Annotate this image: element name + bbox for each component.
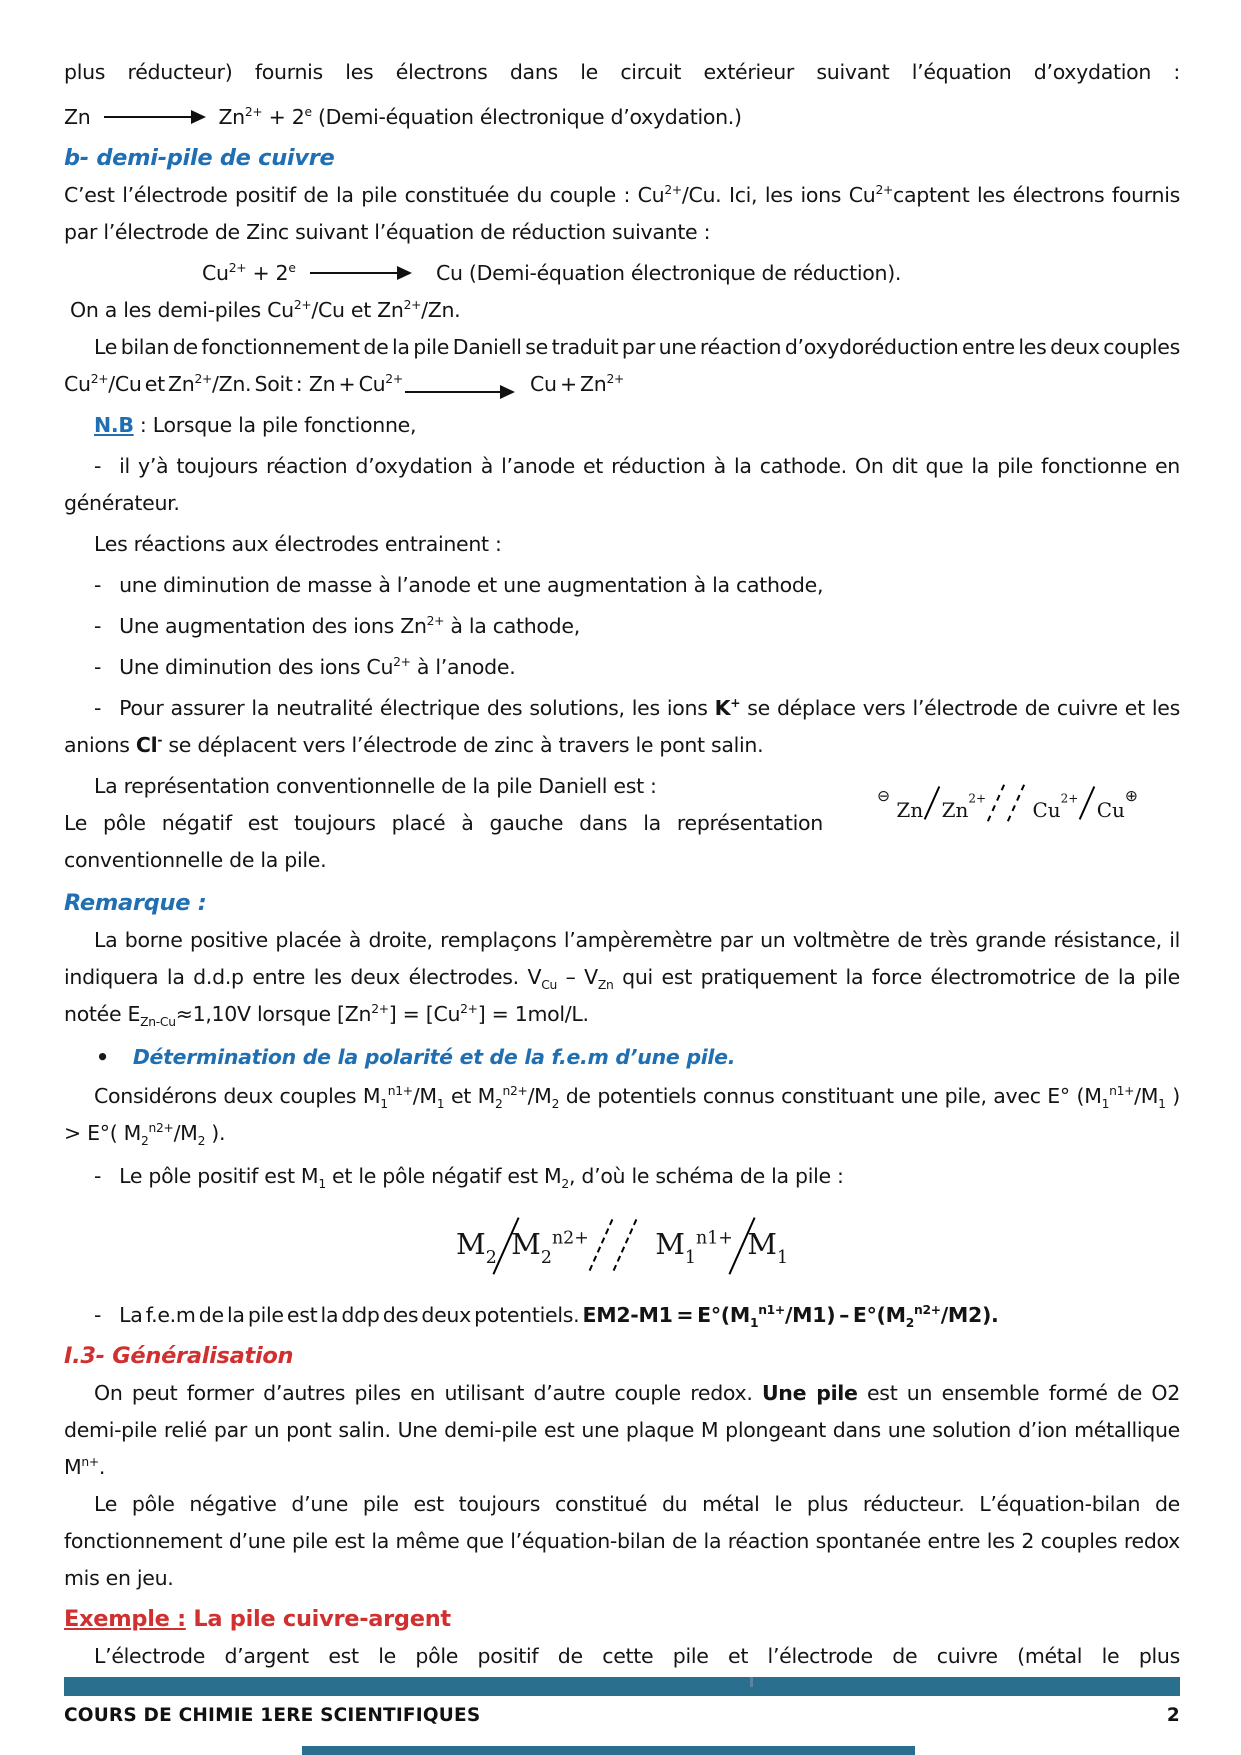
text-run: ] = 1mol/L. <box>477 1002 589 1026</box>
text-run: - <box>94 655 102 679</box>
text-run: Zn <box>597 978 614 992</box>
text-run: Exemple : <box>64 1606 186 1632</box>
heading-determination <box>64 1039 1180 1076</box>
text-run: et le pôle négatif est M <box>325 1164 562 1188</box>
text-run: 2+ <box>385 372 403 387</box>
list-item-fem <box>64 1297 1180 1334</box>
text-run: 1 <box>1158 1097 1166 1111</box>
text-run: 2 <box>197 1134 206 1148</box>
paragraph-bilan-daniell <box>64 329 1180 403</box>
reaction-arrow-icon <box>104 116 204 119</box>
text-run: une diminution de masse à l’anode et une augmentation à la cathode, <box>119 573 824 597</box>
text-run: est un ensemble formé de O2 demi-pile relié par un pont salin. Une demi-pile est une plaque M plongeant dans une solution d’ion métallique M <box>64 1381 1180 1479</box>
text-run: - <box>157 733 163 748</box>
text-run: n2+ <box>148 1121 174 1136</box>
text-run: C’est l’électrode positif de la pile constituée du couple : Cu <box>64 183 665 207</box>
paragraph-pole-negative: Le pôle négative d’une pile est toujours constitué du métal le plus réducteur. L’équation-bilan de fonctionnement d’une pile est la même que l’équation-bilan de la réaction spontanée entre les 2 couples redox mis en jeu. <box>64 1492 1180 1590</box>
text-run: 2+ <box>968 791 987 806</box>
heading-remarque: Remarque : <box>64 890 207 916</box>
paragraph-nb <box>64 407 1180 444</box>
text-run: ] = [Cu <box>388 1002 461 1026</box>
text-run: ≈1,10V lorsque [Zn <box>175 1002 372 1026</box>
text-run: On a les demi-piles Cu <box>70 298 294 322</box>
text-run: Une pile <box>761 1381 858 1405</box>
text-run: qui est pratiquement la force électromotrice de la pile notée E <box>64 965 1180 1026</box>
text-run: On peut former d’autres piles en utilisant d’autre couple redox. <box>94 1381 762 1405</box>
text-run: 2+ <box>875 183 893 198</box>
text-run: - <box>94 696 102 720</box>
salt-bridge-dashed-separator-icon <box>987 784 1005 821</box>
text-run: /M <box>527 1084 552 1108</box>
bottom-page-strip <box>302 1746 915 1755</box>
list-item-diminution-cu <box>64 649 1180 686</box>
heading-generalisation: I.3- Généralisation <box>64 1343 294 1369</box>
text-run: /M <box>1134 1084 1159 1108</box>
text-run: Zn-Cu <box>140 1015 176 1029</box>
text-run: /M2). <box>940 1303 999 1327</box>
text-run: n1+ <box>758 1303 785 1318</box>
text-run: e <box>304 105 312 120</box>
text-run: 1 <box>749 1316 759 1330</box>
footer <box>64 1705 1180 1726</box>
text-run: n1+ <box>1109 1084 1135 1099</box>
text-run: K <box>714 696 731 720</box>
text-run: Une augmentation des ions Zn <box>119 614 427 638</box>
text-run: – V <box>556 965 598 989</box>
text-run: 2 <box>540 1248 552 1268</box>
section-representation <box>64 768 1180 879</box>
text-run: 2+ <box>194 372 213 387</box>
heading-demi-pile-cuivre: b- demi-pile de cuivre <box>64 145 335 171</box>
text-run: , d’où le schéma de la pile : <box>568 1164 844 1188</box>
text-run: 1 <box>436 1097 445 1111</box>
text-run: Cu <box>202 261 229 285</box>
text-run: 2 <box>495 1097 503 1111</box>
text-run: Le pôle positif est M <box>119 1164 319 1188</box>
text-run: Cu (Demi-équation électronique de réduction). <box>423 261 902 285</box>
text-run: 1 <box>684 1248 696 1268</box>
text-run: • <box>96 1045 109 1069</box>
paragraph-electrode-positif <box>64 177 1180 251</box>
text-run: - <box>94 1164 102 1188</box>
text-run: /Cu et Zn <box>108 372 195 396</box>
text-run: : Lorsque la pile fonctionne, <box>133 413 417 437</box>
text-run: 1 <box>380 1097 388 1111</box>
text-run: se déplacent vers l’électrode de zinc à travers le pont salin. <box>162 733 764 757</box>
text-run: 1 <box>776 1248 789 1268</box>
text-run: n2+ <box>913 1303 941 1318</box>
text-run: à l’anode. <box>410 655 516 679</box>
text-run: captent les électrons fournis par l’électrode de Zinc suivant l’équation de réduction suivante : <box>64 183 1180 244</box>
text-run: (Demi-équation électronique d’oxydation.) <box>311 105 742 129</box>
pile-schema-notation <box>64 1201 1180 1287</box>
text-run: et M <box>444 1084 495 1108</box>
paragraph-representation: La représentation conventionnelle de la pile Daniell est : <box>94 774 657 798</box>
text-run: /M <box>173 1121 198 1145</box>
text-run: + <box>730 696 741 711</box>
text-run: 2+ <box>393 655 411 670</box>
text-run: /Zn. Soit : Zn + Cu <box>212 372 386 396</box>
text-run: 2+ <box>371 1002 389 1017</box>
text-run: il y’à toujours réaction d’oxydation à l’anode et réduction à la cathode. On dit que la pile fonctionne en générateur. <box>64 454 1180 515</box>
text-run: + 2 <box>246 261 289 285</box>
text-run: 2+ <box>1060 791 1079 806</box>
text-run: La pile cuivre-argent <box>185 1606 451 1632</box>
paragraph-generalisation <box>64 1375 1180 1486</box>
text-run: 2+ <box>426 614 445 629</box>
paragraph-reactions-electrodes: Les réactions aux électrodes entrainent : <box>94 532 502 556</box>
text-run: ⊖ <box>877 787 891 805</box>
text-run: Cu <box>1096 798 1125 822</box>
text-run: 2+ <box>228 261 247 276</box>
text-run: Zn <box>218 105 245 129</box>
text-run: 1 <box>318 1177 326 1191</box>
text-run: 2+ <box>244 105 263 120</box>
list-item-pole-positif <box>64 1158 1180 1195</box>
text-run: + 2 <box>262 105 305 129</box>
text-run: M <box>636 1227 685 1261</box>
list-item-neutralite <box>64 690 1180 764</box>
paragraph-considerons <box>64 1078 1180 1152</box>
text-run: n2+ <box>502 1084 528 1099</box>
text-run: M <box>511 1227 541 1261</box>
text-run: n1+ <box>387 1084 413 1099</box>
text-run: 2 <box>905 1316 914 1330</box>
text-run: Cl <box>135 733 158 757</box>
paragraph-electrode-argent: L’électrode d’argent est le pôle positif de cette pile et l’électrode de cuivre (métal le plus <box>94 1644 1180 1668</box>
list-item-augmentation-zn <box>64 608 1180 645</box>
salt-bridge-dashed-separator-icon <box>612 1219 637 1271</box>
salt-bridge-dashed-separator-icon <box>588 1219 613 1271</box>
paragraph-borne-positive <box>64 922 1180 1033</box>
paragraph-demi-piles <box>64 292 1180 329</box>
text-run: La borne positive placée à droite, remplaçons l’ampèremètre par un voltmètre de très grande résistance, il indiquera la d.d.p entre les deux électrodes. V <box>64 928 1180 989</box>
text-run: 2+ <box>664 183 682 198</box>
text-run: n1+ <box>696 1228 733 1249</box>
text-run: ) > E°( M <box>64 1084 1180 1145</box>
electrode-separator-slash-icon <box>924 786 941 820</box>
text-run: - <box>94 1303 102 1327</box>
text-run: Cu + Zn <box>526 372 607 396</box>
text-run: 2+ <box>606 372 625 387</box>
text-run: à la cathode, <box>444 614 580 638</box>
text-run: Considérons deux couples M <box>94 1084 381 1108</box>
heading-exemple <box>64 1601 1180 1638</box>
text-run: M <box>455 1227 486 1261</box>
text-run: /M <box>412 1084 437 1108</box>
list-item-oxydation-anode <box>64 448 1180 522</box>
text-run: e <box>288 261 296 276</box>
list-item-diminution-masse <box>64 567 1180 604</box>
text-run: n+ <box>81 1455 99 1470</box>
text-run: Le bilan de fonctionnement de la pile Daniell se traduit par une réaction d’oxydoréduction entre les deux couples Cu <box>64 335 1180 396</box>
text-run: La f.e.m de la pile est la ddp des deux potentiels. <box>119 1303 583 1327</box>
text-run: n2+ <box>551 1228 589 1249</box>
text-run: se déplace vers l’électrode de cuivre et les anions <box>64 696 1180 757</box>
text-run: Cu <box>541 978 557 992</box>
text-run: Une diminution des ions Cu <box>119 655 394 679</box>
text-run: 2+ <box>90 372 109 387</box>
salt-bridge-dashed-separator-icon <box>1007 784 1025 821</box>
text-run: N.B <box>94 413 134 437</box>
reaction-arrow-icon <box>310 272 410 275</box>
text-run: . <box>98 1455 106 1479</box>
text-run: M <box>747 1227 777 1261</box>
text-run: 2+ <box>460 1002 478 1017</box>
footer-course-title: COURS DE CHIMIE 1ERE SCIENTIFIQUES <box>64 1705 481 1726</box>
text-run: EM2-M1 = E°(M <box>582 1303 750 1327</box>
text-run: 2 <box>551 1097 560 1111</box>
text-run: ). <box>205 1121 226 1145</box>
text-run: /Cu. Ici, les ions Cu <box>681 183 876 207</box>
paragraph-pole-negatif: Le pôle négatif est toujours placé à gauche dans la représentation conventionnelle de la pile. <box>64 811 823 872</box>
text-run: Zn <box>941 798 969 822</box>
text-run: 1 <box>1101 1097 1110 1111</box>
text-run: 2+ <box>403 298 422 313</box>
daniell-cell-notation <box>835 770 1180 840</box>
text-run: 2 <box>141 1134 149 1148</box>
text-run: Cu <box>1026 798 1061 822</box>
footer-separator-bar <box>64 1677 1180 1696</box>
text-run: /M1) – E°(M <box>784 1303 906 1327</box>
electrode-separator-slash-icon <box>1079 786 1096 820</box>
text-run: - <box>94 614 102 638</box>
text-run: 2 <box>485 1248 497 1268</box>
text-run: de potentiels connus constituant une pile, avec E° (M <box>559 1084 1102 1108</box>
text-run: Pour assurer la neutralité électrique des solutions, les ions <box>119 696 715 720</box>
text-run: ⊕ <box>1124 787 1138 805</box>
text-run: 2+ <box>293 298 312 313</box>
equation-oxydation <box>64 99 1180 136</box>
text-run: /Zn. <box>421 298 461 322</box>
text-run: - <box>94 573 102 597</box>
text-run: 2 <box>561 1177 569 1191</box>
text-run: Détermination de la polarité et de la f.e.m d’une pile. <box>132 1045 736 1069</box>
text-run: Zn <box>64 105 91 129</box>
equation-reduction <box>64 255 1180 292</box>
text-run: - <box>94 454 102 478</box>
paragraph-oxydation-intro: plus réducteur) fournis les électrons dans le circuit extérieur suivant l’équation d’oxydation : <box>64 60 1180 84</box>
text-run: Zn <box>890 798 924 822</box>
reaction-arrow-icon <box>405 391 513 394</box>
text-run: /Cu et Zn <box>311 298 404 322</box>
footer-page-number: 2 <box>1166 1705 1180 1726</box>
